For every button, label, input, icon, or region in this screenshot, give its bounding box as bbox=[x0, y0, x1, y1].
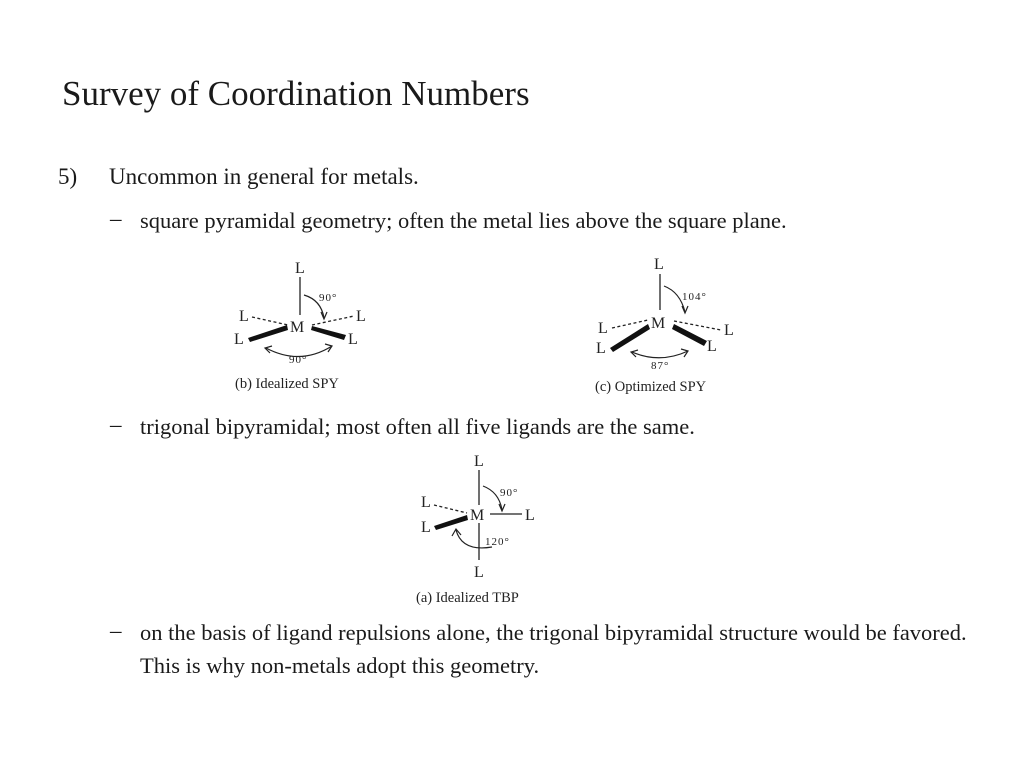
ligand-label: L bbox=[348, 331, 358, 348]
bullet-ligand-repulsions: on the basis of ligand repulsions alone, the trigonal bipyramidal structure would be favored. This is why non-metals adopt this geometry. bbox=[140, 620, 967, 678]
wedge-bond-right bbox=[311, 326, 346, 340]
ligand-label: L bbox=[295, 260, 305, 277]
figure-caption: (a) Idealized TBP bbox=[416, 590, 519, 606]
list-item-text: Uncommon in general for metals. bbox=[109, 164, 419, 189]
list-number: 5) bbox=[58, 164, 78, 189]
idealized-spy-diagram bbox=[228, 252, 388, 394]
dashed-bond-left bbox=[252, 317, 288, 325]
bullet-dash: – bbox=[110, 618, 122, 643]
wedge-bond bbox=[434, 515, 468, 530]
ligand-label: L bbox=[239, 308, 249, 325]
figure-caption: (c) Optimized SPY bbox=[595, 379, 707, 395]
ligand-label: L bbox=[525, 507, 535, 524]
metal-label: M bbox=[651, 315, 666, 332]
angle-label-top: 90° bbox=[500, 487, 519, 499]
angle-arc-bottom bbox=[632, 351, 688, 358]
metal-label: M bbox=[290, 319, 305, 336]
bullet-square-pyramidal: square pyramidal geometry; often the metal lies above the square plane. bbox=[140, 208, 787, 233]
ligand-label: L bbox=[598, 320, 608, 337]
wedge-bond-left bbox=[248, 325, 288, 342]
ligand-label: L bbox=[724, 322, 734, 339]
angle-label-bottom: 87° bbox=[651, 360, 670, 372]
metal-label: M bbox=[470, 507, 485, 524]
dashed-bond-left bbox=[612, 320, 648, 328]
ligand-label: L bbox=[654, 256, 664, 273]
bullet-dash: – bbox=[110, 412, 122, 437]
optimized-spy-diagram bbox=[590, 252, 755, 394]
dashed-bond bbox=[434, 505, 467, 513]
ligand-label: L bbox=[234, 331, 244, 348]
ligand-label: L bbox=[596, 340, 606, 357]
ligand-label: L bbox=[474, 564, 484, 581]
idealized-tbp-diagram bbox=[412, 450, 562, 606]
wedge-bond-right bbox=[672, 324, 707, 346]
ligand-label: L bbox=[707, 338, 717, 355]
angle-label-top: 104° bbox=[682, 291, 707, 303]
ligand-label: L bbox=[474, 453, 484, 470]
ligand-label: L bbox=[421, 494, 431, 511]
arrowhead bbox=[682, 306, 688, 313]
angle-label-bottom: 120° bbox=[485, 536, 510, 548]
bullet-dash: – bbox=[110, 206, 122, 231]
angle-label-bottom: 90° bbox=[289, 354, 308, 366]
figure-caption: (b) Idealized SPY bbox=[235, 376, 339, 392]
wedge-bond-left bbox=[610, 324, 650, 352]
ligand-label: L bbox=[356, 308, 366, 325]
slide-title: Survey of Coordination Numbers bbox=[62, 74, 530, 113]
bullet-trigonal-bipyramidal: trigonal bipyramidal; most often all five ligands are the same. bbox=[140, 414, 695, 439]
ligand-label: L bbox=[421, 519, 431, 536]
dashed-bond-right bbox=[312, 316, 354, 325]
angle-label-top: 90° bbox=[319, 292, 338, 304]
